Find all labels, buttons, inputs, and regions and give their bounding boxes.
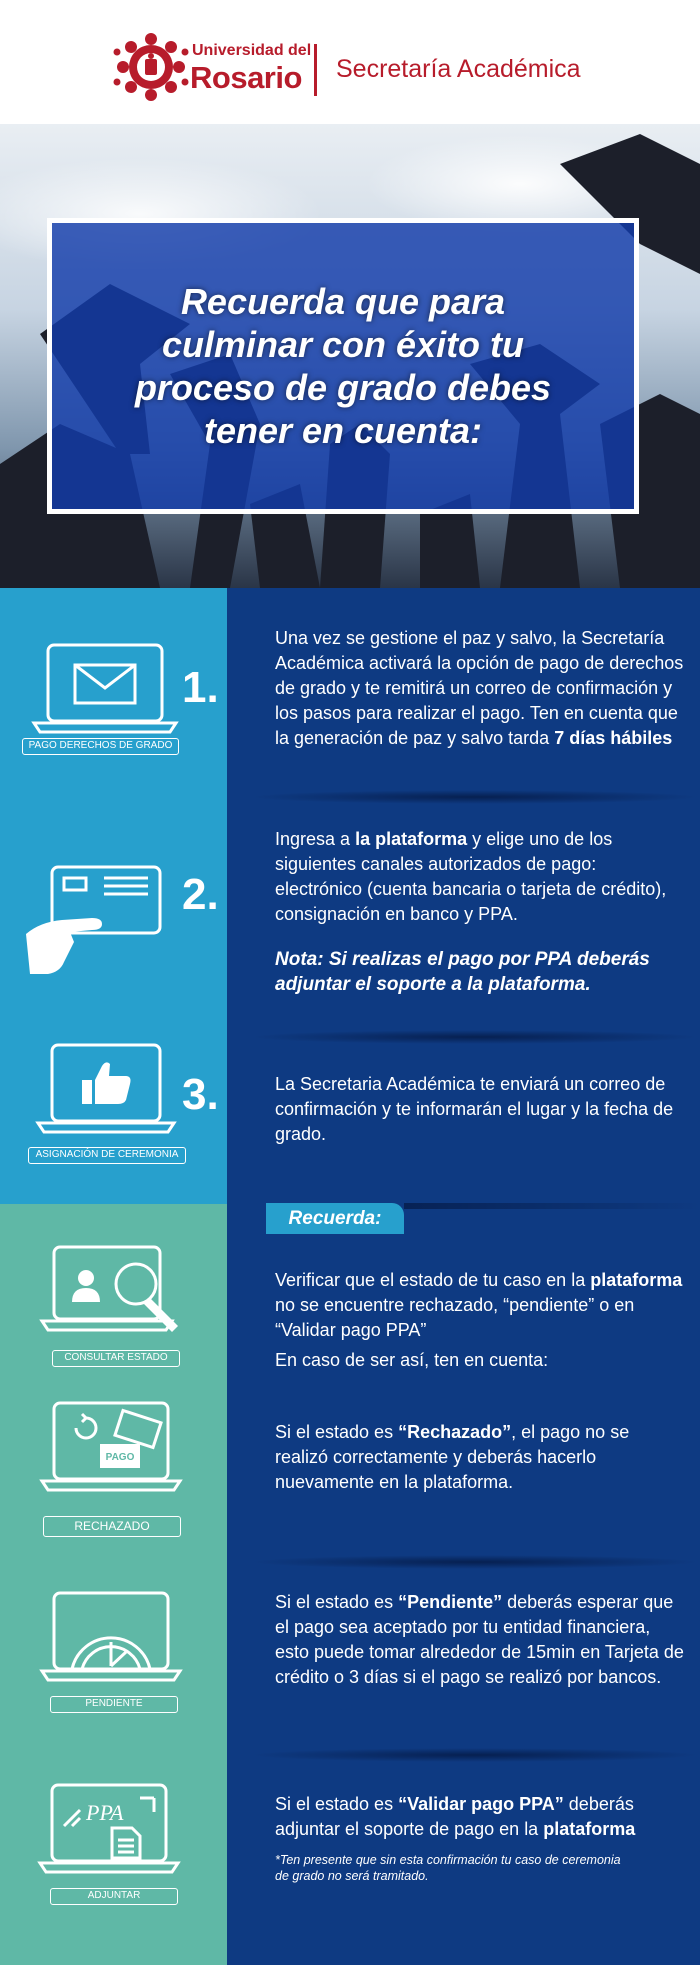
hero-title-box — [47, 218, 639, 514]
laptop-ppa-document-icon — [36, 1780, 186, 1880]
card-payment-icon — [22, 862, 172, 980]
hero-title: Recuerda que para culminar con éxito tu proceso de grado debes tener en cuenta: — [134, 281, 552, 451]
consultar-estado-label: CONSULTAR ESTADO — [52, 1350, 180, 1367]
laptop-payment-icon — [38, 1398, 188, 1498]
pendiente-label: PENDIENTE — [50, 1696, 178, 1713]
brand-divider — [314, 44, 317, 96]
recuerda-tab: Recuerda: — [266, 1203, 404, 1234]
consultar-estado-text: Verificar que el estado de tu caso en la plataforma no se encuentre rechazado, “pendiente” o en “Validar pago PPA” — [275, 1270, 683, 1340]
recuerda-line — [404, 1203, 700, 1209]
laptop-envelope-icon — [30, 640, 180, 740]
pago-icon-text: PAGO — [105, 1452, 135, 1463]
step-3-label: ASIGNACIÓN DE CEREMONIA — [28, 1147, 186, 1164]
university-seal-icon — [112, 30, 190, 104]
brand-name: Rosario — [190, 60, 302, 95]
step-1-text: Una vez se gestione el paz y salvo, la Secretaría Académica activará la opción de pago de derechos de grado y te remitirá un correo de confirmación y los pasos para realizar el pago. Ten en cuenta que la generación de paz y salvo tarda 7 días hábiles — [275, 628, 684, 748]
step-3-number: 3. — [182, 1070, 219, 1119]
step-1-label: PAGO DERECHOS DE GRADO — [22, 738, 179, 755]
adjuntar-note: *Ten presente que sin esta confirmación tu caso de ceremonia de grado no será tramitado. — [275, 1853, 621, 1883]
divider — [250, 1555, 700, 1569]
step-1-number: 1. — [182, 663, 219, 712]
pendiente-text: Si el estado es “Pendiente” deberás esperar que el pago sea aceptado por tu entidad financiera, esto puede tomar alrededor de 15min en Tarjeta de crédito o 3 días si el pago se realizó por bancos. — [275, 1592, 684, 1687]
hero-banner — [0, 124, 700, 588]
laptop-clock-icon — [38, 1588, 188, 1688]
brand-small: Universidad del — [192, 42, 312, 59]
adjuntar-text: Si el estado es “Validar pago PPA” deberás adjuntar el soporte de pago en la plataforma — [275, 1794, 636, 1839]
ppa-icon-text: PPA — [86, 1800, 124, 1825]
divider — [250, 790, 700, 804]
adjuntar-label: ADJUNTAR — [50, 1888, 178, 1905]
divider — [250, 1748, 700, 1762]
step-2-note: Nota: Si realizas el pago por PPA deberás adjuntar el soporte a la plataforma. — [275, 949, 650, 995]
department-name: Secretaría Académica — [336, 55, 581, 83]
divider — [250, 1030, 700, 1044]
rechazado-label: RECHAZADO — [43, 1516, 181, 1537]
consultar-estado-followup: En caso de ser así, ten en cuenta: — [275, 1350, 549, 1370]
laptop-thumbs-up-icon — [30, 1040, 180, 1140]
step-2-text: Ingresa a la plataforma y elige uno de los siguientes canales autorizados de pago: electrónico (cuenta bancaria o tarjeta de crédito), consignación en banco y PPA. — [275, 829, 667, 924]
laptop-search-user-icon — [38, 1242, 188, 1342]
step-3-text: La Secretaria Académica te enviará un correo de confirmación y te informarán el lugar y la fecha de grado. — [275, 1074, 674, 1144]
step-2-number: 2. — [182, 870, 219, 919]
header — [0, 0, 700, 124]
rechazado-text: Si el estado es “Rechazado”, el pago no se realizó correctamente y deberás hacerlo nuevamente en la plataforma. — [275, 1422, 630, 1492]
